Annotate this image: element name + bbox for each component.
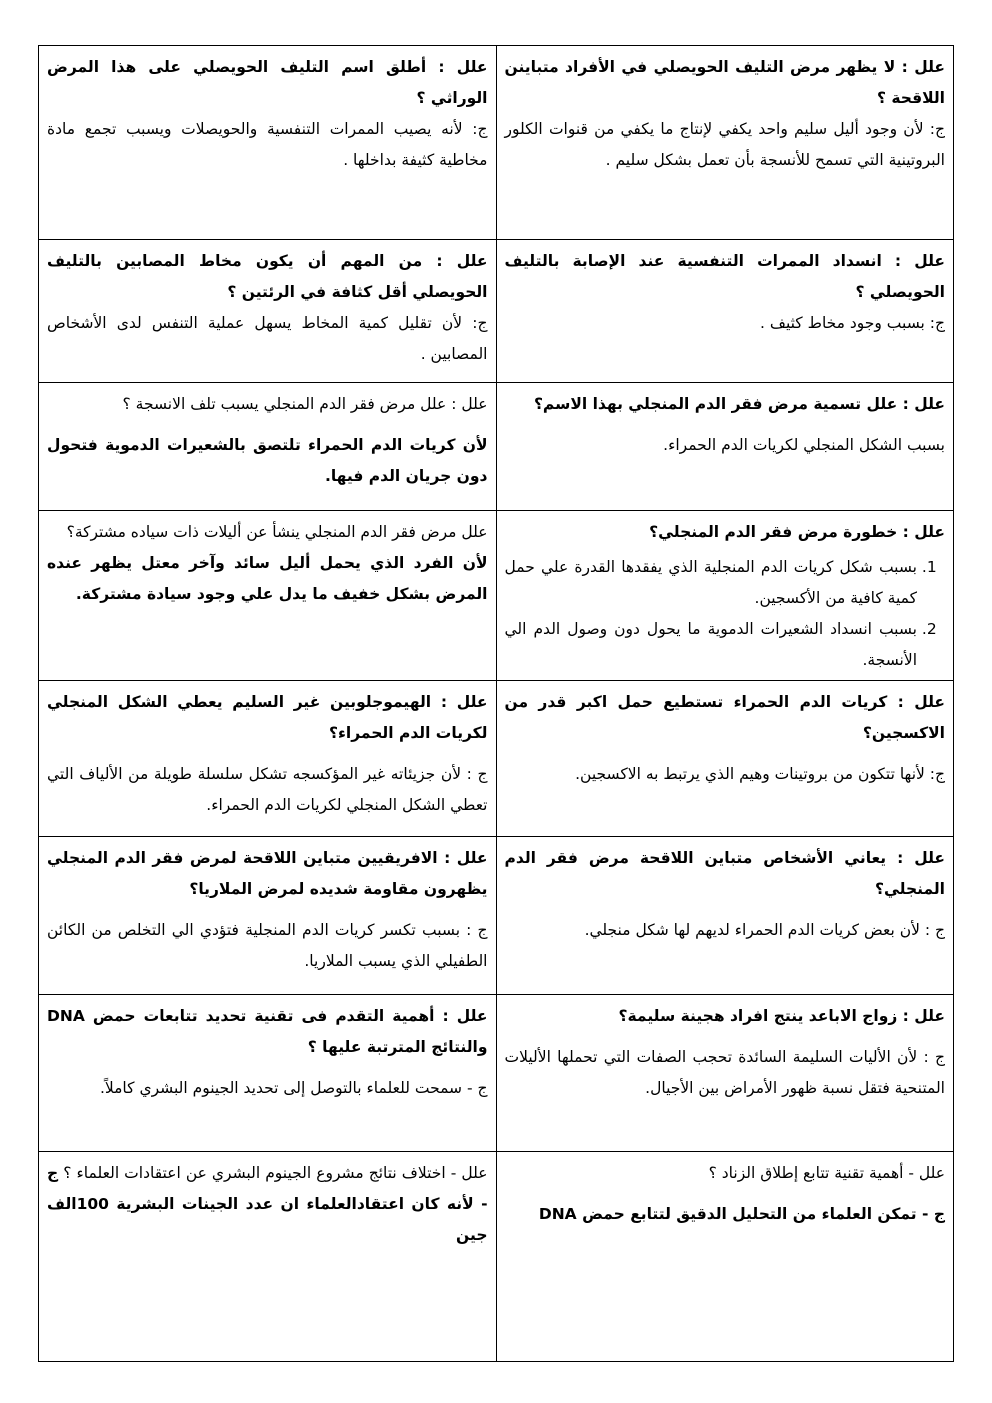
qa-cell-left (39, 995, 497, 1152)
question: علل : زواج الاباعد ينتج افراد هجينة سليمة؟ (618, 1007, 945, 1025)
answer: ج: لأن تقليل كمية المخاط يسهل عملية التنفس لدى الأشخاص المصابين . (47, 314, 488, 363)
question: علل - أهمية تقنية تتابع إطلاق الزناد ؟ (708, 1164, 945, 1182)
answer: ج : بسبب تكسر كريات الدم المنجلية فتؤدي الي التخلص من الكائن الطفيلي الذي يسبب الملاريا. (47, 921, 488, 970)
qa-row (39, 1152, 954, 1362)
question: علل : الهيموجلوبين غير السليم يعطي الشكل المنجلي لكريات الدم الحمراء؟ (47, 693, 488, 742)
question: علل : الافريقيين متباين اللاقحة لمرض فقر الدم المنجلي يظهرون مقاومة شديده لمرض الملاريا؟ (47, 849, 488, 898)
question: علل : لا يظهر مرض التليف الحويصلي في الأفراد متباينن اللاقحة ؟ (504, 58, 945, 107)
answer: ج: بسبب وجود مخاط كثيف . (760, 314, 945, 332)
question: علل : انسداد الممرات التنفسية عند الإصابة بالتليف الحويصلي ؟ (504, 252, 945, 301)
qa-cell-left (39, 1152, 497, 1362)
answer: لأن الفرد الذي يحمل أليل سائد وآخر معتل يظهر عنده المرض بشكل خفيف ما يدل علي وجود سيادة مشتركة. (47, 554, 488, 603)
answer: ج: لأنها تتكون من بروتينات وهيم الذي يرتبط به الاكسجين. (575, 765, 945, 783)
qa-cell-left (39, 46, 497, 240)
question: علل : علل مرض فقر الدم المنجلي يسبب تلف الانسجة ؟ (122, 395, 488, 413)
qa-row (39, 383, 954, 511)
answer-list (505, 552, 946, 676)
qa-row (39, 837, 954, 995)
question: علل : أهمية التقدم فى تقنية تحديد تتابعات حمض DNA والنتائج المترتبة عليها ؟ (47, 1007, 488, 1056)
answer: ج : لأن جزيئاته غير المؤكسجه تشكل سلسلة طويلة من الألياف التي تعطي الشكل المنجلي لكريات الدم الحمراء. (47, 765, 488, 814)
qa-cell-left (39, 240, 497, 383)
qa-cell-right (496, 511, 954, 681)
answer: ج: لأنه يصيب الممرات التنفسية والحويصلات ويسبب تجمع مادة مخاطية كثيفة بداخلها . (47, 120, 488, 169)
question: علل : أطلق اسم التليف الحويصلي على هذا المرض الوراثي ؟ (47, 58, 488, 107)
answer: ج - لأنه كان اعتقادالعلماء ان عدد الجينات البشرية 100الف جين (47, 1164, 488, 1244)
question: علل : من المهم أن يكون مخاط المصابين بالتليف الحويصلي أقل كثافة في الرئتين ؟ (47, 252, 488, 301)
qa-cell-right (496, 995, 954, 1152)
question: علل : كريات الدم الحمراء تستطيع حمل اكبر قدر من الاكسجين؟ (504, 693, 945, 742)
answer: ج : لأن الأليات السليمة السائدة تحجب الصفات التي تحملها الأليلات المتنحية فتقل نسبة ظهور الأمراض بين الأجيال. (504, 1048, 945, 1097)
qa-cell-right (496, 46, 954, 240)
qa-cell-right (496, 1152, 954, 1362)
qa-cell-right (496, 383, 954, 511)
qa-cell-left (39, 383, 497, 511)
qa-row (39, 511, 954, 681)
answer: ج : لأن بعض كريات الدم الحمراء لديهم لها شكل منجلي. (584, 921, 945, 939)
answer: ج - تمكن العلماء من التحليل الدقيق لتتابع حمض DNA (538, 1205, 945, 1223)
qa-cell-left (39, 511, 497, 681)
qa-cell-left (39, 837, 497, 995)
answer: ج - سمحت للعلماء بالتوصل إلى تحديد الجينوم البشري كاملاً. (99, 1079, 488, 1097)
qa-cell-right (496, 240, 954, 383)
qa-row (39, 995, 954, 1152)
question: علل : علل تسمية مرض فقر الدم المنجلي بهذا الاسم؟ (533, 395, 945, 413)
qa-row (39, 46, 954, 240)
answer: بسبب الشكل المنجلي لكريات الدم الحمراء. (663, 436, 945, 454)
qa-table (38, 45, 954, 1362)
qa-cell-right (496, 837, 954, 995)
answer: ج: لأن وجود أليل سليم واحد يكفي لإنتاج ما يكفي من قنوات الكلور البروتينية التي تسمح للأنسجة بأن تعمل بشكل سليم . (504, 120, 945, 169)
qa-row (39, 240, 954, 383)
list-item: 2. بسبب انسداد الشعيرات الدموية ما يحول دون وصول الدم الي الأنسجة. (505, 614, 918, 676)
question: علل - اختلاف نتائج مشروع الجينوم البشري عن اعتقادات العلماء ؟ (63, 1164, 488, 1182)
question: علل : يعاني الأشخاص متباين اللاقحة مرض فقر الدم المنجلي؟ (504, 849, 945, 898)
question: علل مرض فقر الدم المنجلي ينشأ عن أليلات ذات سياده مشتركة؟ (66, 523, 488, 541)
answer: لأن كريات الدم الحمراء تلتصق بالشعيرات الدموية فتحول دون جريان الدم فيها. (47, 436, 488, 485)
question: علل : خطورة مرض فقر الدم المنجلي؟ (649, 523, 945, 541)
list-item: 1. بسبب شكل كريات الدم المنجلية الذي يفقدها القدرة علي حمل كمية كافية من الأكسجين. (505, 552, 918, 614)
qa-cell-left (39, 681, 497, 837)
qa-row (39, 681, 954, 837)
qa-cell-right (496, 681, 954, 837)
